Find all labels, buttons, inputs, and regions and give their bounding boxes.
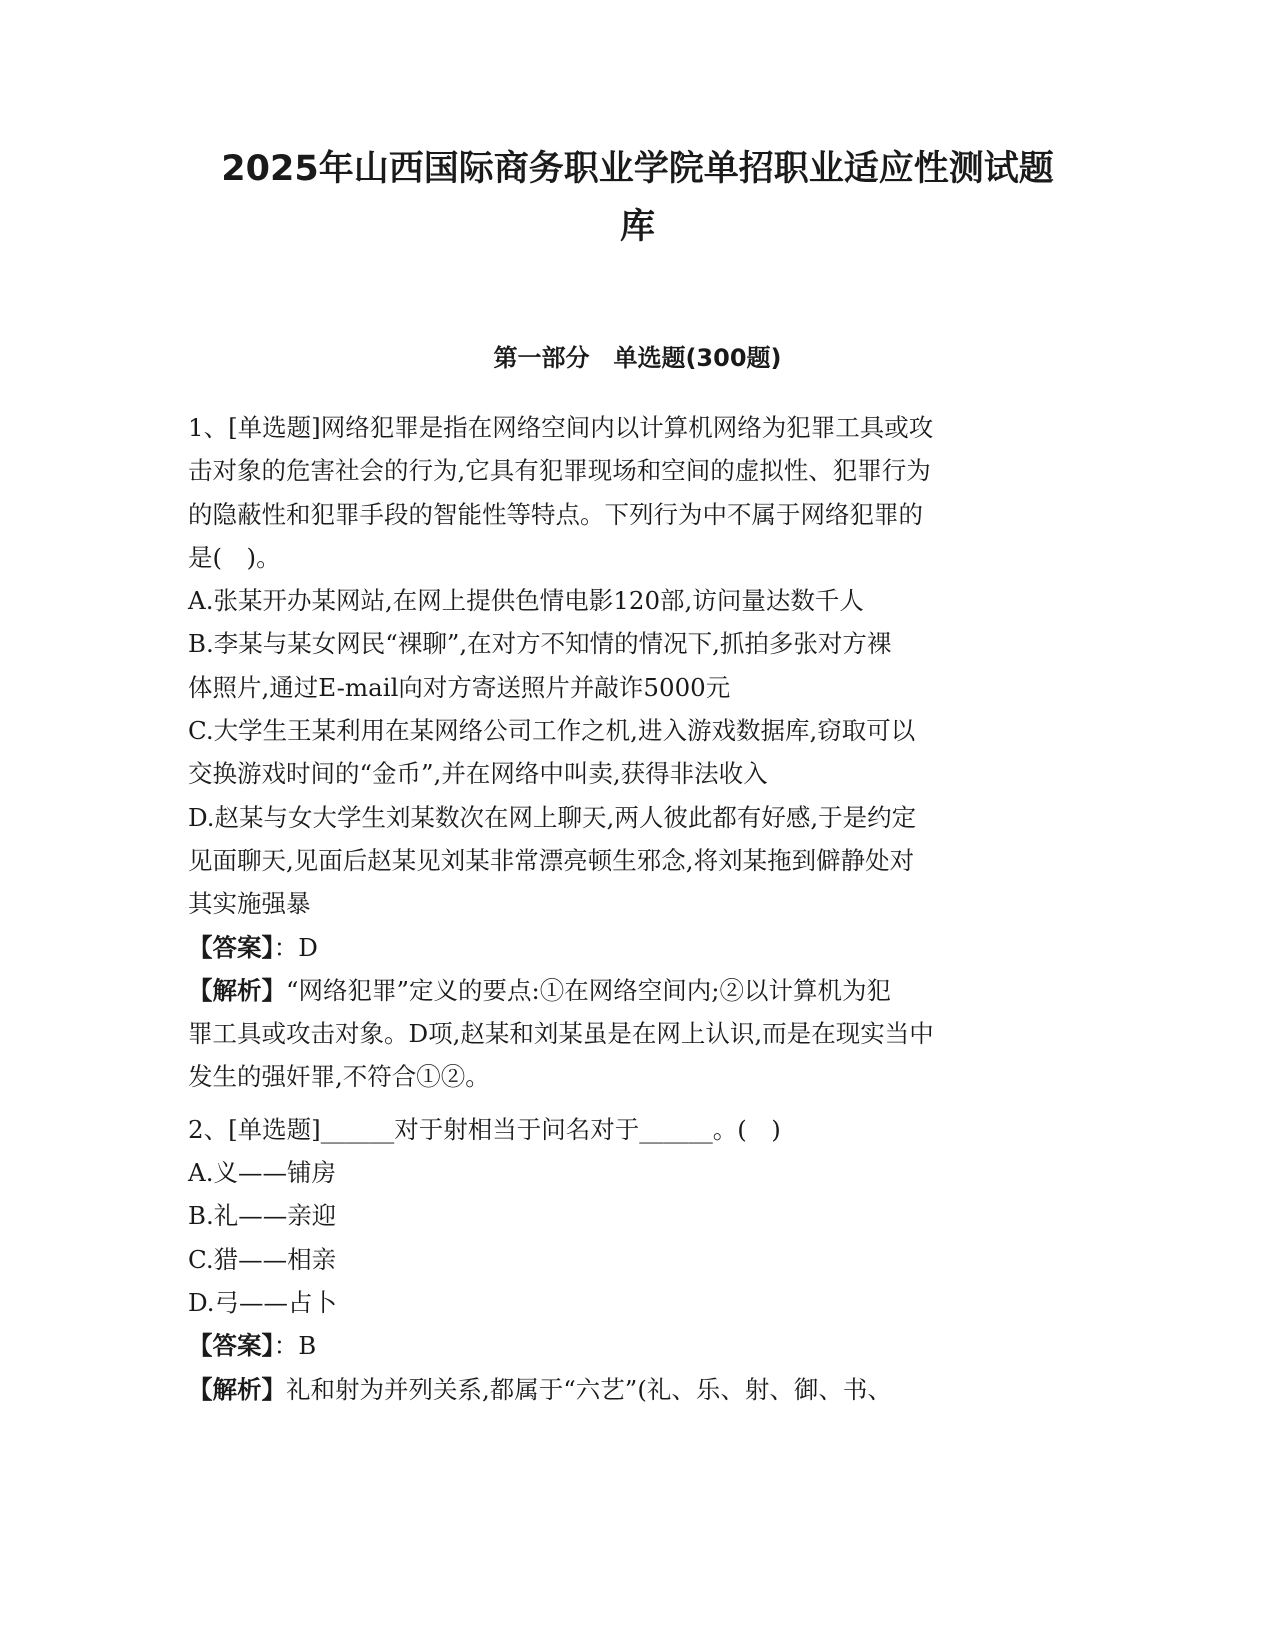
- analysis-line: 罪工具或攻击对象。D项,赵某和刘某虽是在网上认识,而是在现实当中: [188, 1019, 934, 1049]
- option-line: 其实施强暴: [188, 889, 311, 919]
- question-1-option-b: [188, 622, 1088, 709]
- question-list: [188, 406, 1088, 1411]
- question-1-option-c: [188, 709, 1088, 796]
- answer-value: ：B: [273, 1331, 317, 1361]
- question-2-stem-line: 2、[单选题]______对于射相当于问名对于______。( ): [188, 1114, 781, 1144]
- question-1: [188, 406, 1088, 1099]
- analysis-line: 发生的强奸罪,不符合①②。: [188, 1062, 490, 1092]
- option-line: A.张某开办某网站,在网上提供色情电影120部,访问量达数千人: [188, 586, 864, 616]
- question-2-option-a: [188, 1151, 1088, 1194]
- analysis-line: 礼和射为并列关系,都属于“六艺”(礼、乐、射、御、书、: [286, 1374, 892, 1404]
- question-2-option-c: [188, 1238, 1088, 1281]
- answer-label: 【答案】: [188, 1331, 274, 1361]
- question-1-stem-line: 的隐蔽性和犯罪手段的智能性等特点。下列行为中不属于网络犯罪的: [188, 499, 923, 529]
- option-line: D.赵某与女大学生刘某数次在网上聊天,两人彼此都有好感,于是约定: [188, 802, 917, 832]
- question-1-stem-line: 1、[单选题]网络犯罪是指在网络空间内以计算机网络为犯罪工具或攻: [188, 413, 934, 442]
- question-2-analysis: [188, 1368, 1088, 1411]
- analysis-line: “网络犯罪”定义的要点:①在网络空间内;②以计算机为犯: [286, 975, 892, 1005]
- analysis-label: 【解析】: [188, 1374, 286, 1404]
- section-heading: 第一部分 单选题(300题): [493, 344, 782, 372]
- answer-label: 【答案】: [188, 932, 274, 962]
- answer-value: ：D: [273, 932, 318, 962]
- question-2-option-d: [188, 1281, 1088, 1324]
- option-line: 交换游戏时间的“金币”,并在网络中叫卖,获得非法收入: [188, 759, 768, 789]
- document-title-line-2: 库: [619, 207, 655, 247]
- option-line: 见面聊天,见面后赵某见刘某非常漂亮顿生邪念,将刘某拖到僻静处对: [188, 845, 915, 875]
- question-1-option-d: [188, 796, 1088, 926]
- question-1-analysis: [188, 969, 1088, 1099]
- option-line: D.弓——占卜: [188, 1287, 338, 1317]
- option-line: C.猎——相亲: [188, 1244, 337, 1274]
- document-title: [180, 140, 1095, 256]
- question-1-answer: [188, 926, 1088, 969]
- analysis-label: 【解析】: [188, 975, 286, 1005]
- option-line: A.义——铺房: [188, 1158, 336, 1188]
- option-line: C.大学生王某利用在某网络公司工作之机,进入游戏数据库,窃取可以: [188, 716, 916, 746]
- question-2: [188, 1108, 1088, 1411]
- question-2-option-b: [188, 1194, 1088, 1237]
- question-1-stem-line: 击对象的危害社会的行为,它具有犯罪现场和空间的虚拟性、犯罪行为: [188, 456, 931, 486]
- option-line: 体照片,通过E-mail向对方寄送照片并敲诈5000元: [188, 672, 731, 702]
- question-1-stem-line: 是( )。: [188, 542, 281, 572]
- question-1-option-a: [188, 579, 1088, 622]
- option-line: B.李某与某女网民“裸聊”,在对方不知情的情况下,抓拍多张对方裸: [188, 629, 892, 659]
- question-2-stem: [188, 1108, 1088, 1151]
- question-1-stem: [188, 406, 1088, 579]
- question-2-answer: [188, 1324, 1088, 1367]
- option-line: B.礼——亲迎: [188, 1201, 337, 1231]
- document-title-line-1: 2025年山西国际商务职业学院单招职业适应性测试题: [221, 149, 1054, 189]
